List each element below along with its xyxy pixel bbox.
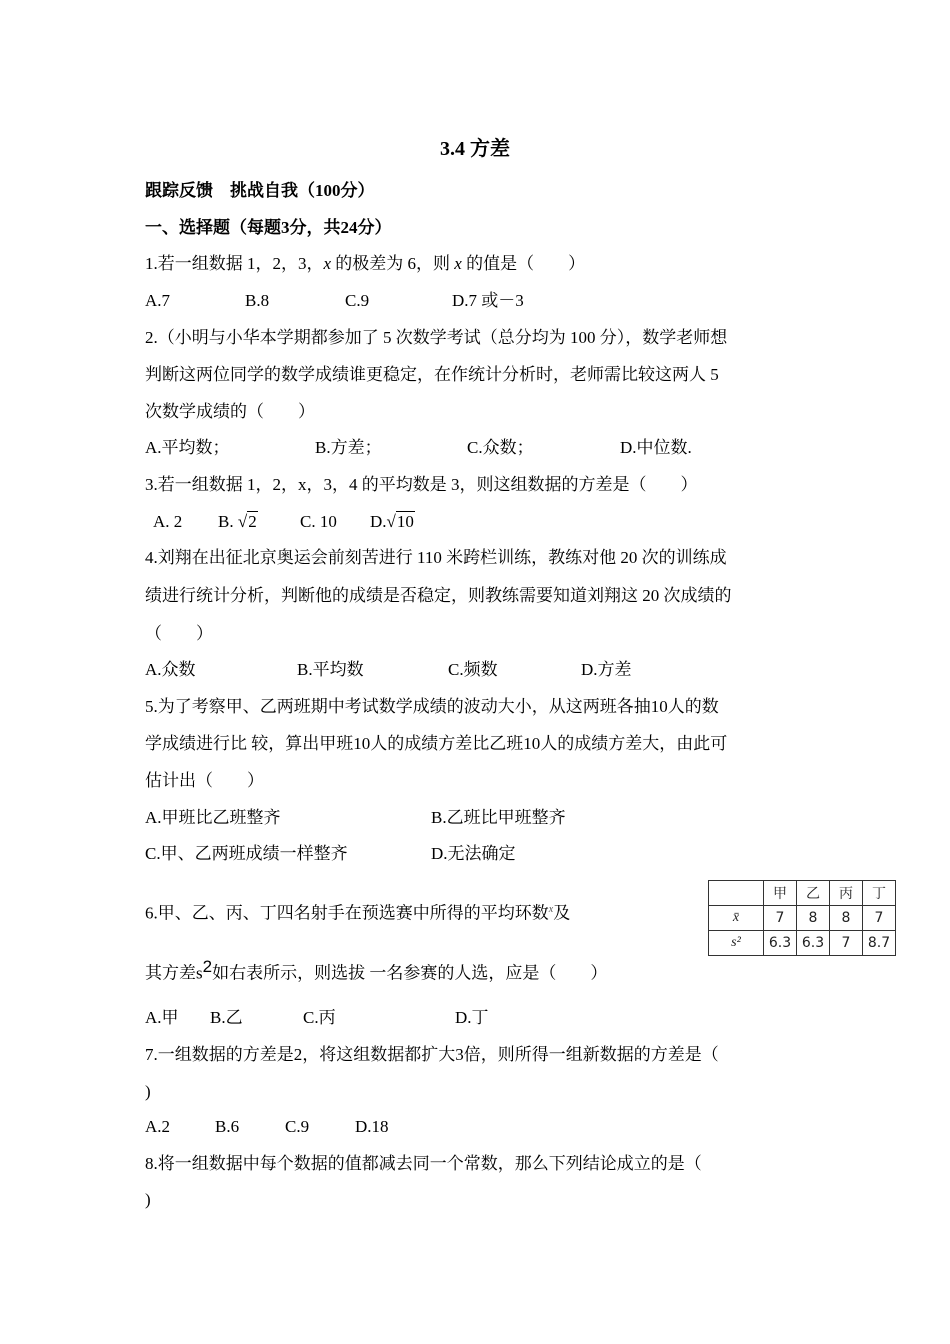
q7-option-d: D.18	[355, 1117, 389, 1136]
question-2-line: 2.（小明与小华本学期都参加了 5 次数学考试（总分均为 100 分），数学老师想	[145, 328, 728, 347]
question-6-line: 其方差$s^2$如右表所示，则选拔 一名参赛的人选，应是（ ）	[145, 957, 608, 983]
page-title: 3.4 方差	[440, 138, 510, 160]
question-6-line: 6.甲、乙、丙、丁四名射手在预选赛中所得的平均环数$^x$及	[145, 903, 571, 923]
q3-option-a: A. 2	[153, 512, 183, 531]
q4-option-a: A.众数	[145, 660, 196, 679]
q5-option-a: A.甲班比乙班整齐	[145, 808, 281, 827]
q3-option-b: B. √2	[218, 512, 257, 531]
q7-option-a: A.2	[145, 1117, 171, 1136]
question-2-line: 判断这两位同学的数学成绩谁更稳定，在作统计分析时，老师需比较这两人 5	[145, 365, 719, 384]
question-7-line: 7.一组数据的方差是2，将这组数据都扩大3倍，则所得一组新数据的方差是（	[145, 1045, 719, 1064]
question-7-line: )	[145, 1082, 151, 1101]
q5-option-d: D.无法确定	[431, 844, 516, 863]
q1-option-d: D.7 或－3	[452, 291, 524, 310]
question-1: 1.若一组数据 1，2，3，x 的极差为 6，则 x 的值是（ ）	[145, 254, 586, 273]
question-5-line: 估计出（ ）	[145, 771, 264, 790]
question-4-line: （ ）	[145, 624, 213, 643]
q2-option-c: C.众数；	[467, 438, 534, 457]
question-4-line: 4.刘翔在出征北京奥运会前刻苦进行 110 米跨栏训练，教练对他 20 次的训练成	[145, 548, 727, 567]
q6-option-c: C.丙	[303, 1008, 336, 1027]
question-8-line: 8.将一组数据中每个数据的值都减去同一个常数，那么下列结论成立的是（	[145, 1154, 702, 1173]
subtitle: 跟踪反馈 挑战自我（100分）	[145, 181, 375, 200]
q3-option-d: D.√10	[370, 512, 414, 531]
section-heading: 一、选择题（每题3分，共24分）	[145, 218, 392, 237]
q1-option-a: A.7	[145, 291, 171, 310]
q1-option-c: C.9	[345, 291, 370, 310]
question-3: 3.若一组数据 1，2，x，3，4 的平均数是 3，则这组数据的方差是（ ）	[145, 475, 698, 494]
q4-option-b: B.平均数	[297, 660, 364, 679]
question-4-line: 绩进行统计分析，判断他的成绩是否稳定，则教练需要知道刘翔这 20 次成绩的	[145, 586, 732, 605]
q3-option-c: C. 10	[300, 512, 337, 531]
q5-option-c: C.甲、乙两班成绩一样整齐	[145, 844, 348, 863]
q7-option-c: C.9	[285, 1117, 310, 1136]
q2-option-d: D.中位数.	[620, 438, 692, 457]
q4-option-d: D.方差	[581, 660, 632, 679]
stats-table: 甲 乙 丙 丁 x̄ 7 8 8 7 s² 6.3 6.3 7 8.7	[708, 880, 896, 956]
q6-option-b: B.乙	[210, 1008, 243, 1027]
question-5-line: 学成绩进行比 较，算出甲班10人的成绩方差比乙班10人的成绩方差大，由此可	[145, 734, 728, 753]
q7-option-b: B.6	[215, 1117, 240, 1136]
q1-option-b: B.8	[245, 291, 270, 310]
q2-option-b: B.方差；	[315, 438, 382, 457]
q2-option-a: A.平均数；	[145, 438, 230, 457]
q5-option-b: B.乙班比甲班整齐	[431, 808, 566, 827]
q4-option-c: C.频数	[448, 660, 498, 679]
question-8-line: )	[145, 1190, 151, 1209]
q6-option-d: D.丁	[455, 1008, 489, 1027]
q6-option-a: A.甲	[145, 1008, 179, 1027]
question-5-line: 5.为了考察甲、乙两班期中考试数学成绩的波动大小，从这两班各抽10人的数	[145, 697, 719, 716]
question-2-line: 次数学成绩的（ ）	[145, 402, 315, 421]
